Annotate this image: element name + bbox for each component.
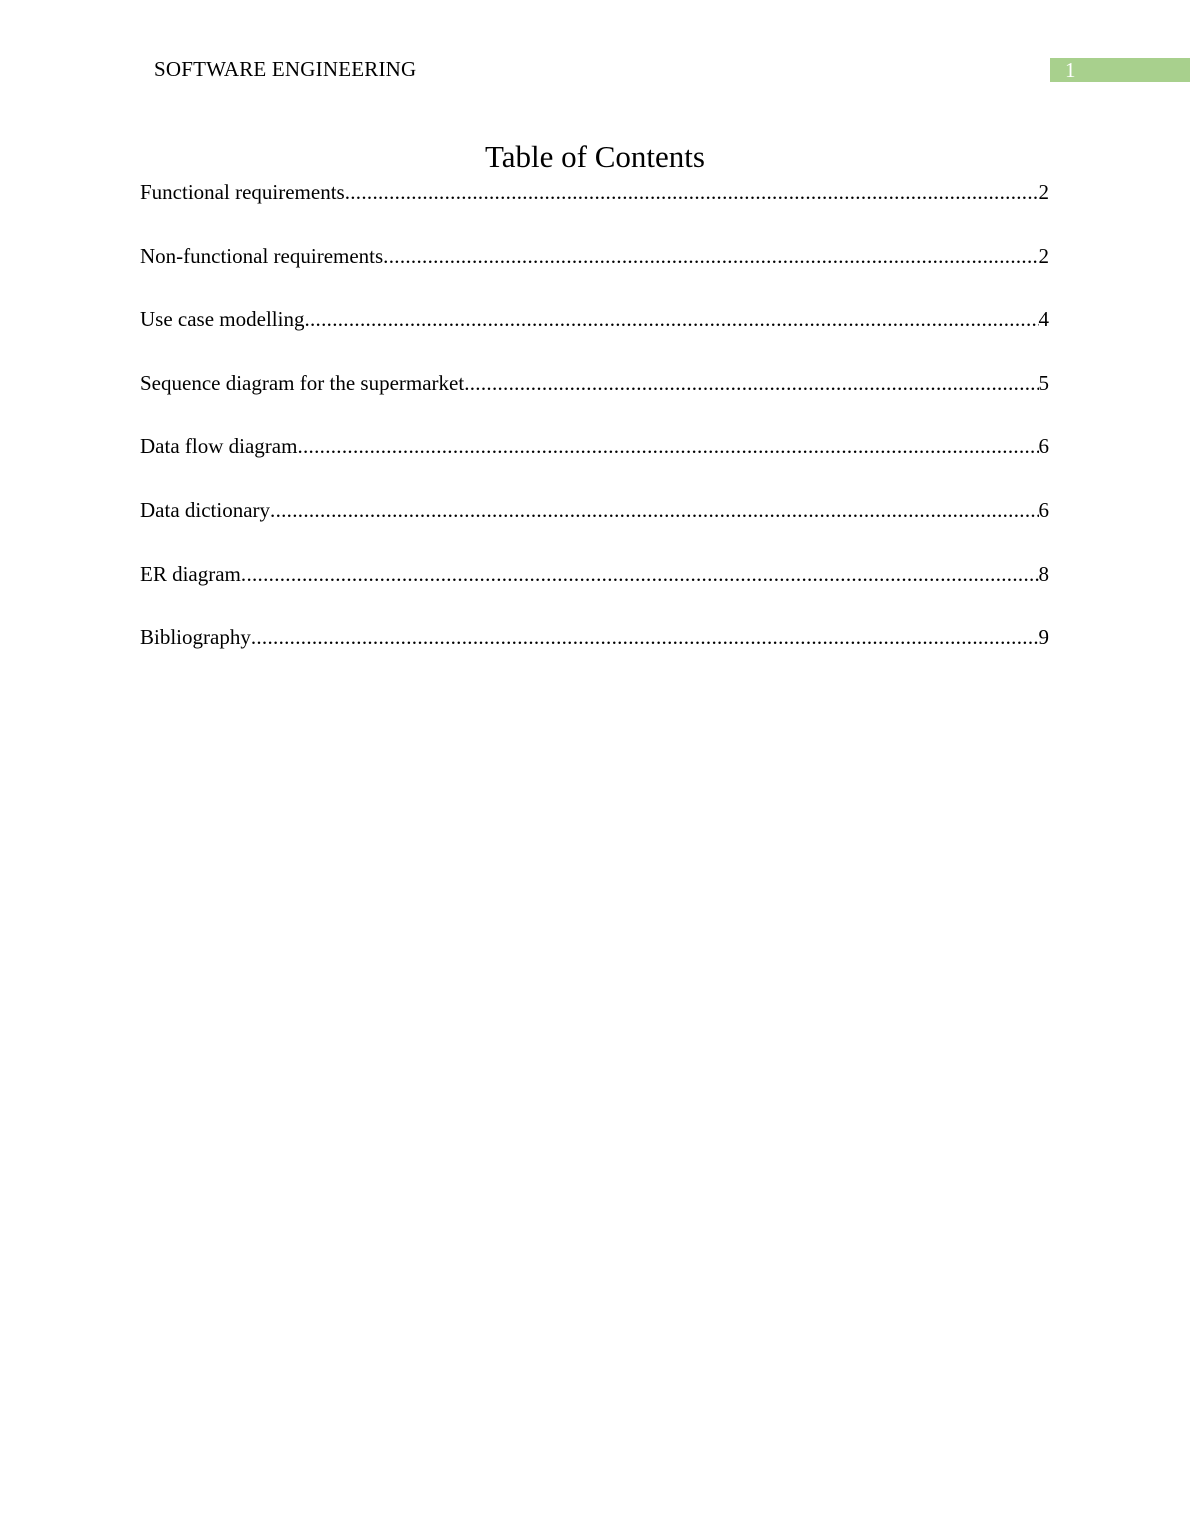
toc-entry-non-functional-requirements[interactable] (140, 240, 1049, 304)
toc-entry-page: 4 (1038, 307, 1049, 332)
toc-dot-leader (270, 494, 1038, 526)
toc-dot-leader (241, 558, 1039, 590)
toc-entry-data-dictionary[interactable] (140, 494, 1049, 558)
toc-entry-bibliography[interactable] (140, 621, 1049, 685)
toc-entry-page: 2 (1038, 243, 1049, 268)
toc-entry-er-diagram[interactable] (140, 558, 1049, 622)
toc-dot-leader (297, 430, 1038, 462)
toc-entry-page: 6 (1038, 497, 1049, 522)
page-number-badge (1050, 58, 1190, 82)
header-title: SOFTWARE ENGINEERING (154, 57, 417, 81)
toc-entry-label: Functional requirements (140, 180, 345, 204)
toc-entry-label: Sequence diagram for the supermarket (140, 370, 465, 395)
toc-entry-page: 5 (1038, 370, 1049, 395)
toc-entry-label: Data flow diagram (140, 434, 298, 459)
toc-entry-label: Data dictionary (140, 497, 271, 522)
toc-entry-label: Non-functional requirements (140, 243, 384, 268)
toc-entry-page: 6 (1038, 434, 1049, 459)
toc-dot-leader (345, 176, 1039, 208)
toc-heading: Table of Contents (485, 139, 705, 174)
toc-dot-leader (383, 240, 1038, 272)
toc-entry-page: 8 (1038, 561, 1049, 586)
toc-entry-page: 2 (1038, 180, 1049, 204)
toc-dot-leader (251, 621, 1039, 653)
toc-entry-data-flow-diagram[interactable] (140, 430, 1049, 494)
toc-dot-leader (464, 367, 1038, 399)
toc-entry-functional-requirements[interactable] (140, 176, 1049, 240)
toc-entry-sequence-diagram[interactable] (140, 367, 1049, 431)
toc-entry-page: 9 (1038, 625, 1049, 650)
table-of-contents (140, 176, 1049, 685)
toc-entry-label: ER diagram (140, 561, 241, 586)
toc-dot-leader (304, 303, 1038, 335)
toc-entry-label: Use case modelling (140, 307, 305, 332)
toc-entry-use-case-modelling[interactable] (140, 303, 1049, 367)
page-number: 1 (1065, 58, 1076, 82)
toc-entry-label: Bibliography (140, 625, 251, 650)
